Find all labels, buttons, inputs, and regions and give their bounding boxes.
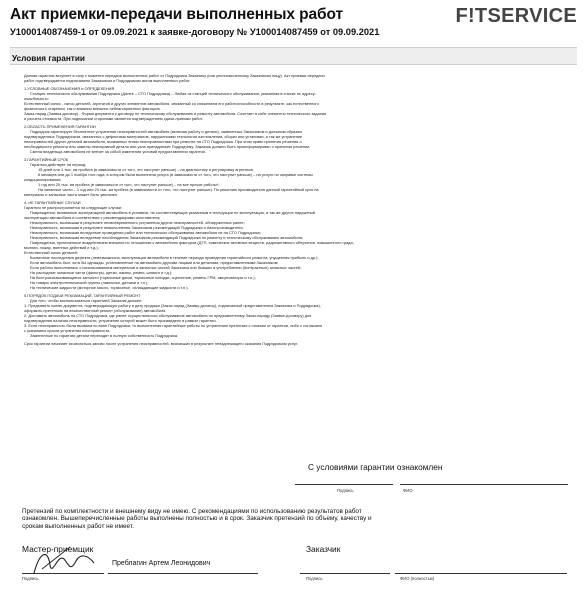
warranty-text-line: 1.УСЛОВНЫЕ ОБОЗНАЧЕНИЯ и ОПРЕДЕЛЕНИЯ xyxy=(24,86,115,91)
warranty-text-line: Если автомобиль был, хотя бы однажды, установленные на автомобиль другими лицами или деталями, предоставленными Заказчиком; xyxy=(30,260,279,265)
warranty-text-line: материалы и запасные части может быть увеличен. xyxy=(24,192,119,197)
warranty-text-line: На товары электротехнической группы (лампочки, датчики и т.п.); xyxy=(30,280,149,285)
final-note-line: срокам выполненных работ не имеет. xyxy=(22,522,134,530)
warranty-text-line: молнии, пожар, военных действий и т.д.); xyxy=(24,245,99,250)
warranty-text-line: Косвенные последствия дефекта (невозможность эксплуатации автомобиля в течение периода проведения гарантийного ремонта, упущенная прибыль и др.); xyxy=(30,255,319,260)
warranty-text-line: Срок гарантии начинает исчисляться заново после устранения неисправностей, возникших в результате ненадлежащего оказания Подрядчиком услуг. xyxy=(24,341,298,346)
warranty-text-line: Неисправность, возникшая вследствие проведения работ или технического обслуживания автомобиля не на СТО Подрядчика; xyxy=(30,230,261,235)
warranty-text-line: На расходные запасные части (фильтры, щетки, лампы, ремни, шланги и т.д.); xyxy=(30,270,173,275)
warranty-text-line: оформить претензию на некачественный ремонт (обслуживание) автомобиля. xyxy=(24,308,167,313)
warranty-text-line: Гарантия не распространяется на следующие случаи: xyxy=(24,205,123,210)
document-title: Акт приемки-передачи выполненных работ xyxy=(10,6,343,23)
warranty-text-line: работ подтверждается подписанием Заказчиком и Подрядчиком актом выполненных работ. xyxy=(24,78,191,83)
warranty-text-line: Смена владельца автомобиля не влечет за собой изменения условий предоставления гарантии. xyxy=(30,149,206,154)
warranty-text-line: 15 дней или 1 тыс. км пробега (в зависимости от того, что наступит раньше) – на диагностику и регулировку агрегатов; xyxy=(38,167,254,172)
customer-fio-line xyxy=(395,573,567,574)
warranty-text-line: 2.ОБЛАСТЬ ПРИМЕНЕНИЯ ГАРАНТИИ xyxy=(24,124,96,129)
final-note xyxy=(22,508,442,530)
warranty-text-line: Подрядчик гарантирует бесплатное устранение неисправностей автомобиля (включая работу и детали), заявленных Заказчиком и должным образом xyxy=(30,129,302,134)
section-title-band xyxy=(10,47,577,65)
receiver-name: Преблагин Артем Леонидович xyxy=(112,560,211,567)
warranty-text-line: необходимости ремонта или замены неисправной детали или узла принадлежит Подрядчику. Заказчик должен быть проинформирован о принятом решении. xyxy=(24,144,311,149)
warranty-text-line: Замененные по гарантии детали переходят в полную собственность Подрядчика. xyxy=(30,333,179,338)
customer-signature-caption: Подпись xyxy=(306,576,323,581)
warranty-text-line: Повреждения, причиненные воздействием внешних по отношению к автомобилю факторов (ДТП, химических активных веществ, радиоактивного облучения, повышенного града, xyxy=(30,240,354,245)
warranty-text-line: Гарантия действует на период: xyxy=(30,162,87,167)
warranty-text-line: эксплуатации автомобиля в соответствии с рекомендациями изготовителя; xyxy=(24,215,161,220)
warranty-text-line: с указанием сроков устранения неисправности. xyxy=(24,328,111,333)
warranty-text-line: подтвержденных Подрядчиком, связанных с дефектами материалов, нарушениями технологии изготовления, сборки или установки, а так же устранение xyxy=(24,134,303,139)
receiver-role-label: Мастер-приемщик xyxy=(22,544,94,554)
warranty-text-line: Естественный износ - износ деталей, агрегатов и других элементов автомобиля, связанный со снижением его работоспособности в результате, как естественного xyxy=(24,101,319,106)
warranty-text-line: 3.ГАРАНТИЙНЫЙ СРОК xyxy=(24,157,69,162)
warranty-text-line: На технические жидкости (моторное масло, тормозные, охлаждающие жидкости и т.п.). xyxy=(30,285,189,290)
final-note-line: Претензий по комплектности и внешнему виду не имею. С рекомендациями по использованию результатов работ xyxy=(22,508,362,515)
warranty-text-line: Неисправность, возникшая в результате несвоевременного устранения других неисправностей, обнаруженных ранее; xyxy=(30,220,245,225)
warranty-terms-text xyxy=(24,73,566,346)
warranty-text-line: Станция технического обслуживания Подрядчика (Далее – СТО Подрядчика) – Любая из станций технического обслуживания, указанная в списке по адресу: xyxy=(30,91,316,96)
warranty-text-line: 3. Если неисправность была вызвана по вине Подрядчика, то выполненная гарантийные работы по устранению претензии с отказом от гарантии, либо с согласием xyxy=(24,323,322,328)
customer-role-label: Заказчик xyxy=(306,544,341,554)
warranty-text-line: и расчета стоимости. При подписании сторонами является подтверждением сдачи-приемки работ. xyxy=(24,116,203,121)
acknowledgment-signature-line xyxy=(295,484,393,485)
warranty-text-line: www.fitauto.ru xyxy=(24,96,49,101)
warranty-text-line: Если работы выполнялись с использованием материалов и запасных частей Заказчика или бывших в употреблении (Контрактные) запасных частей; xyxy=(30,265,302,270)
acknowledgment-fio-caption: ФИО xyxy=(403,488,413,493)
warranty-text-line: Неисправность, возникшая вследствие несоблюдения Заказчиком рекомендаций Подрядчика по ремонту и техническому обслуживанию автомобиля; xyxy=(30,235,303,240)
customer-signature-line xyxy=(300,573,390,574)
document-subtitle: У100014087459-1 от 09.09.2021 к заявке-договору № У100014087459 от 09.09.2021 xyxy=(10,27,380,37)
warranty-text-line: 6 месяцев или до 1 ноября того года, в котором была выполнена услуга (в зависимости от того, что наступит раньше) – на услуги по заправке системы xyxy=(38,172,313,177)
warranty-text-line: На запасные части – 1 год или 20 тыс. км пробега (в зависимости от того, что наступит раньше). По решению производителя данный гарантийный срок на xyxy=(38,187,319,192)
warranty-text-line: неисправностей других деталей автомобиля, вызванных этими неисправностями при ремонте на СТО Подрядчика. При этом право принятия решения о xyxy=(24,139,302,144)
receiver-name-line xyxy=(108,573,258,574)
warranty-text-line: Для того, чтобы воспользоваться гарантией Заказчик должен: xyxy=(30,298,143,303)
handwritten-signature xyxy=(30,543,100,583)
warranty-text-line: Естественный износ деталей; xyxy=(24,250,78,255)
receiver-signature-caption: Подпись xyxy=(22,576,39,581)
warranty-text-line: На быстроизнашивающиеся запчасти (тормозные диски, тормозные колодки, сцепление, ремень ГРМ, амортизаторы и т.п.); xyxy=(30,275,256,280)
warranty-text-line: 4. НЕ ГАРАНТИЙНЫЕ СЛУЧАИ xyxy=(24,200,81,205)
section-title: Условия гарантии xyxy=(12,54,85,63)
warranty-text-line: 1 год или 20 тыс. км пробега (в зависимости от того, что наступит раньше) – на все прочие работы*; xyxy=(38,182,220,187)
warranty-text-line: 1. Предъявить копию документа, подтверждающую работу и дату продажи (Заказ-наряд (Заявку-договор), подписанный представителем Заказчика и Подрядчика), xyxy=(24,303,321,308)
warranty-text-line: физического старения, так и влияния внешних неблагоприятных факторов. xyxy=(24,106,161,111)
warranty-text-line: 2. Доставить автомобиль на СТО Подрядчика, где ранее осуществлялось обслуживание автомобиля по предъявленному Заказ-наряду (Заявке-договору) для xyxy=(24,313,312,318)
receiver-signature-line xyxy=(22,573,104,574)
acknowledgment-signature-caption: Подпись xyxy=(337,488,354,493)
warranty-text-line: Заказ-наряд (Заявка-договор) - Форма документа к договору по техническому обслуживанию и ремонту автомобиля. Сочетает в себе элементы технического задания xyxy=(24,111,327,116)
warranty-text-line: Неисправность, возникшая в результате невыполнения Заказчиком рекомендаций Подрядчика и Автопроизводителя; xyxy=(30,225,244,230)
warranty-text-line: 5.ПОРЯДОК ПОДАЧИ РЕКЛАМАЦИЙ, ГАРАНТИЙНЫЙ РЕМОНТ xyxy=(24,293,141,298)
acknowledgment-label: С условиями гарантии ознакомлен xyxy=(308,462,443,472)
warranty-text-line: Данная гарантия вступает в силу с момента передачи выполненных работ от Подрядчика Заказчику (или уполномоченному Заказчиком лицу). Акт приемки-передачи xyxy=(24,73,325,78)
warranty-text-line: Повреждения, вызванные эксплуатацией автомобиля в условиях, не соответствующих указанным в инструкции по эксплуатации, а так же других нарушений xyxy=(30,210,315,215)
warranty-text-line: кондиционирования; xyxy=(24,177,62,182)
warranty-text-line: подтверждения наличия неисправности, устранение которой может быть произведено в рамках гарантии. xyxy=(24,318,217,323)
customer-fio-caption: ФИО (полностью) xyxy=(400,576,435,581)
final-note-line: ознакомлен. Вышеперечисленные работы выполнены полностью и в срок. Заказчик претензий по объему, качеству и xyxy=(22,515,372,523)
fitservice-logo: F!TSERVICE xyxy=(455,5,577,27)
acknowledgment-fio-line xyxy=(400,484,568,485)
